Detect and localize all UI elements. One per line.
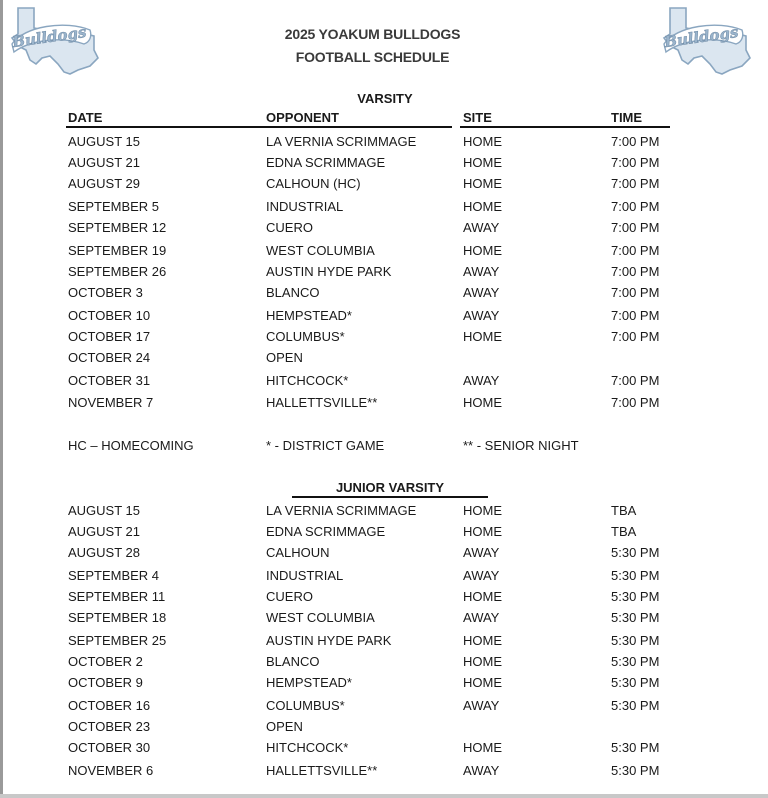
game-opponent: WEST COLUMBIA [266,610,375,625]
game-date: SEPTEMBER 11 [68,589,166,604]
game-time: 7:00 PM [611,329,660,344]
game-date: SEPTEMBER 5 [68,199,160,214]
game-opponent: HEMPSTEAD* [266,675,352,690]
jv-game-row [0,763,768,781]
game-date: AUGUST 21 [68,155,141,170]
bulldogs-texas-logo-right [656,6,756,78]
game-time: TBA [611,503,637,518]
varsity-game-row [0,220,768,238]
game-opponent: COLUMBUS* [266,329,345,344]
game-date: SEPTEMBER 4 [68,568,160,583]
game-site: AWAY [463,698,500,713]
game-time: 5:30 PM [611,763,660,778]
game-date: AUGUST 15 [68,503,141,518]
game-time: 5:30 PM [611,675,660,690]
jv-game-row [0,633,768,651]
game-site: AWAY [463,285,500,300]
jv-game-row [0,610,768,628]
game-date: AUGUST 28 [68,545,141,560]
game-site: HOME [463,243,502,258]
column-header-site: SITE [463,110,492,125]
game-site: HOME [463,633,502,648]
game-time: TBA [611,524,637,539]
game-opponent: CUERO [266,589,313,604]
game-time: 7:00 PM [611,285,660,300]
game-opponent: HEMPSTEAD* [266,308,352,323]
varsity-game-row [0,134,768,152]
varsity-game-row [0,243,768,261]
game-date: OCTOBER 10 [68,308,151,323]
game-site: AWAY [463,373,500,388]
game-time: 7:00 PM [611,308,660,323]
game-opponent: OPEN [266,719,303,734]
game-site: AWAY [463,568,500,583]
game-time: 7:00 PM [611,220,660,235]
jv-game-row [0,654,768,672]
game-date: OCTOBER 31 [68,373,151,388]
game-opponent: EDNA SCRIMMAGE [266,524,386,539]
game-date: AUGUST 21 [68,524,141,539]
svg-text:Bulldogs: Bulldogs [11,22,88,52]
game-time: 5:30 PM [611,740,660,755]
column-header-time: TIME [611,110,643,125]
varsity-game-row [0,155,768,173]
game-opponent: HALLETTSVILLE** [266,763,378,778]
header-underline-left [66,126,452,128]
game-opponent: OPEN [266,350,303,365]
game-time: 5:30 PM [611,633,660,648]
game-date: OCTOBER 17 [68,329,151,344]
game-time: 5:30 PM [611,589,660,604]
game-site: HOME [463,155,502,170]
game-opponent: AUSTIN HYDE PARK [266,264,392,279]
jv-game-row [0,503,768,521]
game-opponent: AUSTIN HYDE PARK [266,633,392,648]
varsity-game-row [0,308,768,326]
varsity-section-title: VARSITY [357,91,413,106]
game-date: SEPTEMBER 25 [68,633,167,648]
legend-homecoming: HC – HOMECOMING [68,438,194,453]
jv-game-row [0,675,768,693]
jv-game-row [0,545,768,563]
header-underline-right [460,126,670,128]
game-date: OCTOBER 24 [68,350,151,365]
varsity-game-row [0,350,768,368]
page-border-bottom [0,794,768,798]
varsity-game-row [0,176,768,194]
game-time: 7:00 PM [611,155,660,170]
bulldogs-texas-logo-left [4,6,104,78]
legend-district-game: * - DISTRICT GAME [266,438,385,453]
game-time: 7:00 PM [611,264,660,279]
game-site: HOME [463,654,502,669]
game-time: 5:30 PM [611,568,660,583]
game-opponent: EDNA SCRIMMAGE [266,155,386,170]
game-opponent: HITCHCOCK* [266,740,349,755]
jv-game-row [0,740,768,758]
game-date: NOVEMBER 6 [68,763,154,778]
jv-game-row [0,524,768,542]
game-date: OCTOBER 30 [68,740,151,755]
game-date: SEPTEMBER 18 [68,610,167,625]
game-site: AWAY [463,545,500,560]
game-site: AWAY [463,763,500,778]
game-date: OCTOBER 9 [68,675,143,690]
game-site: HOME [463,503,502,518]
game-opponent: BLANCO [266,654,320,669]
game-site: HOME [463,176,502,191]
game-date: OCTOBER 23 [68,719,151,734]
game-opponent: COLUMBUS* [266,698,345,713]
column-header-date: DATE [68,110,103,125]
game-site: AWAY [463,220,500,235]
game-site: HOME [463,395,502,410]
game-time: 5:30 PM [611,545,660,560]
game-date: OCTOBER 2 [68,654,143,669]
game-date: OCTOBER 3 [68,285,143,300]
game-time: 7:00 PM [611,176,660,191]
game-opponent: CALHOUN [266,545,330,560]
game-time: 7:00 PM [611,395,660,410]
varsity-game-row [0,285,768,303]
varsity-game-row [0,329,768,347]
game-site: HOME [463,675,502,690]
legend-senior-night: ** - SENIOR NIGHT [463,438,579,453]
game-date: AUGUST 29 [68,176,141,191]
game-time: 5:30 PM [611,610,660,625]
game-opponent: HALLETTSVILLE** [266,395,378,410]
game-date: AUGUST 15 [68,134,141,149]
game-time: 7:00 PM [611,243,660,258]
game-opponent: BLANCO [266,285,320,300]
game-date: SEPTEMBER 26 [68,264,167,279]
varsity-game-row [0,199,768,217]
game-time: 7:00 PM [611,199,660,214]
game-opponent: CUERO [266,220,313,235]
game-time: 5:30 PM [611,654,660,669]
varsity-game-row [0,373,768,391]
game-opponent: WEST COLUMBIA [266,243,375,258]
jv-game-row [0,568,768,586]
jv-game-row [0,698,768,716]
game-site: AWAY [463,264,500,279]
page-subtitle: FOOTBALL SCHEDULE [295,49,450,65]
game-time: 7:00 PM [611,373,660,388]
game-date: NOVEMBER 7 [68,395,154,410]
jv-section-title: JUNIOR VARSITY [292,480,488,498]
game-opponent: INDUSTRIAL [266,199,344,214]
game-site: HOME [463,199,502,214]
jv-game-row [0,719,768,737]
game-opponent: LA VERNIA SCRIMMAGE [266,134,417,149]
game-date: OCTOBER 16 [68,698,151,713]
game-site: AWAY [463,610,500,625]
game-date: SEPTEMBER 19 [68,243,167,258]
game-opponent: LA VERNIA SCRIMMAGE [266,503,417,518]
column-header-opponent: OPPONENT [266,110,339,125]
varsity-game-row [0,264,768,282]
game-site: HOME [463,329,502,344]
game-opponent: INDUSTRIAL [266,568,344,583]
page-title: 2025 YOAKUM BULLDOGS [284,26,461,42]
game-site: HOME [463,524,502,539]
game-site: AWAY [463,308,500,323]
jv-game-row [0,589,768,607]
svg-text:Bulldogs: Bulldogs [663,22,740,52]
game-site: HOME [463,134,502,149]
game-opponent: CALHOUN (HC) [266,176,361,191]
game-time: 5:30 PM [611,698,660,713]
game-date: SEPTEMBER 12 [68,220,167,235]
game-site: HOME [463,740,502,755]
varsity-game-row [0,395,768,413]
game-time: 7:00 PM [611,134,660,149]
game-opponent: HITCHCOCK* [266,373,349,388]
game-site: HOME [463,589,502,604]
